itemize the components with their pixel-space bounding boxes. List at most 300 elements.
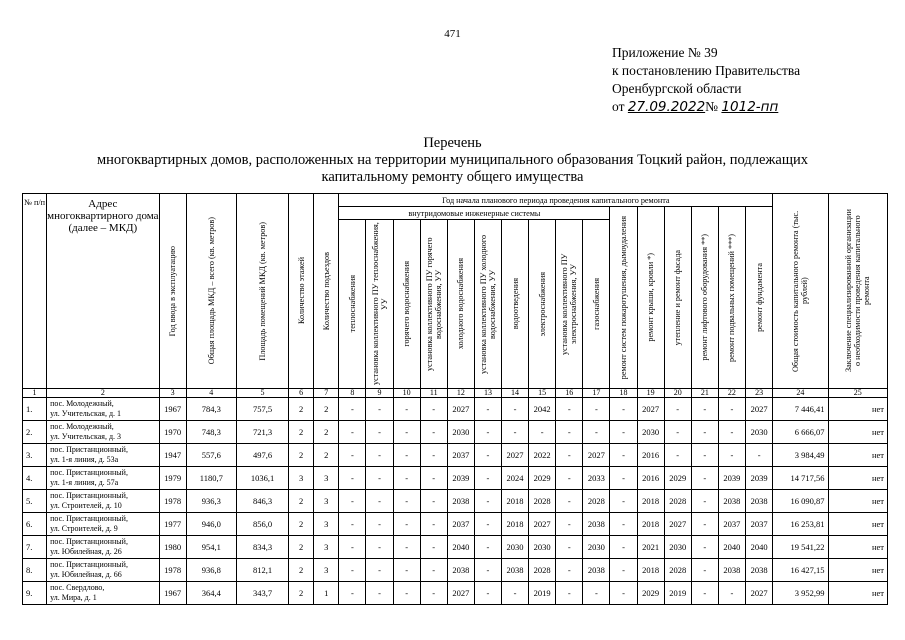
table-cell: -: [691, 582, 718, 605]
table-cell: 2029: [664, 467, 691, 490]
table-cell: 1980: [159, 536, 186, 559]
table-cell: 946,0: [186, 513, 236, 536]
table-row: [23, 490, 888, 513]
column-number: 5: [236, 389, 288, 398]
table-cell: -: [366, 513, 393, 536]
table-cell: 2027: [745, 582, 772, 605]
table-cell: 2: [289, 536, 314, 559]
table-cell: 3 984,49: [773, 444, 828, 467]
table-cell: -: [691, 467, 718, 490]
table-cell: 2028: [529, 559, 556, 582]
table-cell: 1036,1: [236, 467, 288, 490]
address-line-2: ул. Строителей, д. 10: [50, 501, 122, 510]
table-row: [23, 536, 888, 559]
document-title: [0, 135, 905, 186]
address-line-1: пос. Свердлово,: [50, 583, 105, 592]
header-floors: Количество этажей: [289, 194, 314, 389]
table-cell: 2: [289, 490, 314, 513]
column-number: 17: [583, 389, 610, 398]
title-line-3: капитальному ремонту общего имущества: [321, 169, 584, 185]
table-cell: 2038: [745, 490, 772, 513]
header-cost: Общая стоимость капитального ремонта (тыс. рублей): [773, 194, 828, 389]
table-cell: -: [339, 421, 366, 444]
table-cell: -: [502, 582, 529, 605]
table-cell: 2018: [502, 513, 529, 536]
column-number: 22: [718, 389, 745, 398]
table-cell: 2038: [718, 490, 745, 513]
table-cell: -: [610, 467, 637, 490]
row-number: 7.: [23, 536, 47, 559]
table-cell: 2030: [502, 536, 529, 559]
table-cell: 7 446,41: [773, 398, 828, 421]
table-cell: -: [474, 421, 501, 444]
address-line-1: пос. Молодежный,: [50, 422, 114, 431]
table-cell: -: [664, 398, 691, 421]
table-cell: 2027: [529, 513, 556, 536]
table-cell: -: [366, 536, 393, 559]
table-cell: -: [339, 536, 366, 559]
table-cell: -: [502, 421, 529, 444]
table-cell: -: [691, 559, 718, 582]
table-cell: 1947: [159, 444, 186, 467]
table-cell: 364,4: [186, 582, 236, 605]
table-cell: -: [745, 444, 772, 467]
header-premises-area: Площадь помещений МКД (кв. метров): [236, 194, 288, 389]
table-cell: -: [366, 490, 393, 513]
address-line-2: ул. Учительская, д. 3: [50, 432, 122, 441]
header-cold-water: холодного водоснабжения: [447, 220, 474, 389]
table-cell: 3: [314, 490, 339, 513]
address-line-2: ул. 1-я линия, д. 57а: [50, 478, 119, 487]
table-cell: 3 952,99: [773, 582, 828, 605]
table-cell: -: [556, 559, 583, 582]
table-cell: -: [393, 582, 420, 605]
table-cell: 2038: [583, 513, 610, 536]
table-cell: 2038: [718, 559, 745, 582]
table-cell: 2039: [447, 467, 474, 490]
column-number: 24: [773, 389, 828, 398]
table-cell: -: [556, 536, 583, 559]
table-cell: 2037: [745, 513, 772, 536]
table-cell: 936,8: [186, 559, 236, 582]
table-cell: -: [556, 490, 583, 513]
column-number: 11: [420, 389, 447, 398]
column-number: 9: [366, 389, 393, 398]
table-cell: -: [420, 490, 447, 513]
table-cell: 3: [314, 536, 339, 559]
table-cell: 2018: [637, 513, 664, 536]
table-cell: -: [610, 444, 637, 467]
table-cell: -: [556, 421, 583, 444]
column-number: 18: [610, 389, 637, 398]
address-line-2: ул. Юбилейная, д. 66: [50, 570, 122, 579]
table-cell: нет: [828, 536, 887, 559]
table-cell: 2: [289, 421, 314, 444]
table-cell: -: [420, 421, 447, 444]
table-cell: -: [691, 421, 718, 444]
table-row: [23, 582, 888, 605]
table-cell: нет: [828, 582, 887, 605]
table-cell: 2027: [502, 444, 529, 467]
table-cell: 2018: [637, 559, 664, 582]
table-cell: 954,1: [186, 536, 236, 559]
table-cell: -: [339, 444, 366, 467]
table-cell: -: [691, 444, 718, 467]
table-cell: -: [556, 444, 583, 467]
table-cell: 2029: [529, 467, 556, 490]
table-cell: -: [393, 490, 420, 513]
table-cell: 784,3: [186, 398, 236, 421]
table-cell: 2016: [637, 444, 664, 467]
table-cell: нет: [828, 398, 887, 421]
table-cell: -: [474, 490, 501, 513]
table-cell: 2027: [637, 398, 664, 421]
row-address: [47, 559, 159, 582]
header-conclusion: Заключение специализированной организации о необходимости проведения капитального ремонта: [828, 194, 887, 389]
table-cell: -: [339, 398, 366, 421]
address-line-1: пос. Молодежный,: [50, 399, 114, 408]
table-cell: -: [393, 398, 420, 421]
table-row: [23, 444, 888, 467]
address-line-2: ул. Мира, д. 1: [50, 593, 97, 602]
header-sewer: водоотведения: [502, 220, 529, 389]
table-cell: -: [339, 559, 366, 582]
table-cell: 14 717,56: [773, 467, 828, 490]
column-number: 13: [474, 389, 501, 398]
page-number: 471: [444, 28, 461, 40]
address-line-2: ул. Строителей, д. 9: [50, 524, 118, 533]
table-cell: 1978: [159, 490, 186, 513]
table-cell: -: [529, 421, 556, 444]
table-cell: 812,1: [236, 559, 288, 582]
table-cell: -: [664, 421, 691, 444]
table-cell: 834,3: [236, 536, 288, 559]
address-line-1: пос. Пристанционный,: [50, 514, 128, 523]
header-roof: ремонт крыши, кровли *): [637, 207, 664, 389]
header-address: Адрес многоквартирного дома (далее – МКД): [47, 194, 159, 389]
table-cell: 2019: [664, 582, 691, 605]
table-cell: -: [610, 513, 637, 536]
table-cell: -: [420, 398, 447, 421]
table-cell: 2038: [502, 559, 529, 582]
table-cell: 2037: [447, 444, 474, 467]
table-cell: 2027: [664, 513, 691, 536]
table-cell: 2019: [529, 582, 556, 605]
table-cell: -: [366, 421, 393, 444]
table-cell: 2027: [745, 398, 772, 421]
annex-date-value: 27.09.2022: [627, 99, 706, 115]
table-cell: 2: [289, 398, 314, 421]
title-line-2: многоквартирных домов, расположенных на территории муниципального образования Тоцкий район, подлежащих: [96, 152, 809, 168]
row-address: [47, 398, 159, 421]
table-cell: нет: [828, 490, 887, 513]
row-address: [47, 536, 159, 559]
table-cell: 497,6: [236, 444, 288, 467]
table-row: [23, 421, 888, 444]
table-cell: 1180,7: [186, 467, 236, 490]
row-address: [47, 467, 159, 490]
table-cell: 2: [314, 421, 339, 444]
table-cell: 2028: [664, 559, 691, 582]
table-cell: 2038: [447, 490, 474, 513]
address-line-1: пос. Пристанционный,: [50, 468, 128, 477]
table-cell: 2022: [529, 444, 556, 467]
table-cell: -: [366, 582, 393, 605]
column-number: 23: [745, 389, 772, 398]
column-number: 16: [556, 389, 583, 398]
table-cell: -: [664, 444, 691, 467]
annex-date-line: [612, 98, 892, 116]
table-cell: 2027: [447, 582, 474, 605]
table-cell: -: [420, 444, 447, 467]
column-number: 7: [314, 389, 339, 398]
column-number: 4: [186, 389, 236, 398]
header-heat-meter: установка коллективного ПУ теплоснабжения, УУ: [366, 220, 393, 389]
table-cell: нет: [828, 559, 887, 582]
table-cell: -: [339, 513, 366, 536]
table-cell: 2: [289, 513, 314, 536]
table-cell: 3: [314, 513, 339, 536]
table-row: [23, 467, 888, 490]
table-cell: 2027: [583, 444, 610, 467]
table-cell: 2042: [529, 398, 556, 421]
column-number: 14: [502, 389, 529, 398]
table-cell: нет: [828, 467, 887, 490]
annex-number-prefix: №: [705, 99, 722, 114]
table-cell: -: [583, 582, 610, 605]
address-line-1: пос. Пристанционный,: [50, 445, 128, 454]
row-number: 8.: [23, 559, 47, 582]
table-cell: -: [366, 444, 393, 467]
annex-block: [612, 44, 892, 116]
address-line-1: пос. Пристанционный,: [50, 560, 128, 569]
table-cell: -: [610, 536, 637, 559]
table-cell: -: [474, 536, 501, 559]
table-cell: 2028: [664, 490, 691, 513]
table-cell: -: [420, 467, 447, 490]
address-line-2: ул. Юбилейная, д. 26: [50, 547, 122, 556]
table-cell: 2030: [447, 421, 474, 444]
table-cell: 2037: [447, 513, 474, 536]
table-cell: -: [610, 398, 637, 421]
table-cell: -: [420, 559, 447, 582]
table-cell: 6 666,07: [773, 421, 828, 444]
table-cell: -: [610, 490, 637, 513]
header-engineering: внутридомовые инженерные системы: [339, 207, 610, 220]
row-number: 3.: [23, 444, 47, 467]
table-cell: 936,3: [186, 490, 236, 513]
table-cell: -: [393, 559, 420, 582]
table-cell: -: [502, 398, 529, 421]
row-number: 9.: [23, 582, 47, 605]
header-cold-water-meter: установка коллективного ПУ холодного водоснабжения, УУ: [474, 220, 501, 389]
row-address: [47, 582, 159, 605]
column-number: 25: [828, 389, 887, 398]
table-cell: 1977: [159, 513, 186, 536]
table-cell: 2037: [718, 513, 745, 536]
header-plan-period: Год начала планового периода проведения капитального ремонта: [339, 194, 773, 207]
table-cell: 1967: [159, 582, 186, 605]
table-cell: 2021: [637, 536, 664, 559]
table-cell: 1979: [159, 467, 186, 490]
column-number: 19: [637, 389, 664, 398]
table-cell: 2030: [583, 536, 610, 559]
column-number: 10: [393, 389, 420, 398]
table-cell: -: [474, 559, 501, 582]
row-address: [47, 421, 159, 444]
table-cell: 16 427,15: [773, 559, 828, 582]
annex-line-3: Оренбургской области: [612, 81, 742, 96]
table-cell: 2040: [718, 536, 745, 559]
table-cell: -: [610, 582, 637, 605]
table-cell: -: [339, 467, 366, 490]
table-cell: -: [556, 582, 583, 605]
table-cell: -: [474, 582, 501, 605]
table-cell: -: [366, 398, 393, 421]
column-number: 20: [664, 389, 691, 398]
header-hot-water: горячего водоснабжения: [393, 220, 420, 389]
table-cell: 3: [289, 467, 314, 490]
table-cell: 16 253,81: [773, 513, 828, 536]
table-cell: 16 090,87: [773, 490, 828, 513]
column-number: 2: [47, 389, 159, 398]
table-cell: 2030: [637, 421, 664, 444]
table-cell: -: [366, 467, 393, 490]
column-number: 6: [289, 389, 314, 398]
table-cell: 2: [289, 582, 314, 605]
address-line-2: ул. Учительская, д. 1: [50, 409, 122, 418]
table-cell: 1970: [159, 421, 186, 444]
table-cell: нет: [828, 421, 887, 444]
table-cell: -: [393, 421, 420, 444]
column-number: 8: [339, 389, 366, 398]
column-number: 3: [159, 389, 186, 398]
table-cell: -: [339, 582, 366, 605]
table-cell: 3: [314, 467, 339, 490]
table-cell: 557,6: [186, 444, 236, 467]
header-basement: ремонт подвальных помещений ***): [718, 207, 745, 389]
table-body: [23, 389, 888, 605]
table-cell: 856,0: [236, 513, 288, 536]
table-cell: -: [420, 513, 447, 536]
table-cell: 1: [314, 582, 339, 605]
table-cell: 343,7: [236, 582, 288, 605]
header-hot-water-meter: установка коллективного ПУ горячего водоснабжения, УУ: [420, 220, 447, 389]
header-electric-meter: установка коллективного ПУ электроснабжения, УУ: [556, 220, 583, 389]
annex-number-value: 1012-пп: [721, 99, 779, 115]
row-address: [47, 490, 159, 513]
address-line-1: пос. Пристанционный,: [50, 491, 128, 500]
table-cell: 2: [289, 559, 314, 582]
header-entrances: Количество подъездов: [314, 194, 339, 389]
table-cell: 721,3: [236, 421, 288, 444]
table-cell: -: [556, 467, 583, 490]
column-number: 12: [447, 389, 474, 398]
table-cell: -: [583, 421, 610, 444]
table-cell: 2033: [583, 467, 610, 490]
header-num: № п/п: [23, 194, 47, 389]
table-cell: 2018: [637, 490, 664, 513]
title-line-1: Перечень: [423, 135, 482, 151]
row-address: [47, 444, 159, 467]
table-cell: -: [718, 421, 745, 444]
table-cell: 2028: [583, 490, 610, 513]
table-cell: 2027: [447, 398, 474, 421]
table-cell: 2030: [745, 421, 772, 444]
table-row: [23, 513, 888, 536]
table-cell: -: [718, 582, 745, 605]
table-cell: -: [366, 559, 393, 582]
table-cell: -: [393, 513, 420, 536]
table-cell: 2028: [529, 490, 556, 513]
header-total-area: Общая площадь МКД – всего (кв. метров): [186, 194, 236, 389]
row-number: 2.: [23, 421, 47, 444]
row-number: 6.: [23, 513, 47, 536]
header-facade: утепление и ремонт фасада: [664, 207, 691, 389]
annex-line-1: Приложение № 39: [612, 45, 718, 60]
table-cell: 2: [314, 444, 339, 467]
table-cell: 2030: [529, 536, 556, 559]
table-cell: 3: [314, 559, 339, 582]
table-cell: -: [610, 421, 637, 444]
table-cell: -: [718, 444, 745, 467]
table-cell: -: [420, 536, 447, 559]
table-cell: 846,3: [236, 490, 288, 513]
row-number: 4.: [23, 467, 47, 490]
table-cell: -: [339, 490, 366, 513]
table-cell: 2038: [583, 559, 610, 582]
table-cell: 19 541,22: [773, 536, 828, 559]
address-line-1: пос. Пристанционный,: [50, 537, 128, 546]
table-cell: -: [474, 398, 501, 421]
table-cell: 757,5: [236, 398, 288, 421]
table-cell: 2040: [745, 536, 772, 559]
table-cell: 2018: [502, 490, 529, 513]
table-cell: -: [718, 398, 745, 421]
table-cell: 2038: [447, 559, 474, 582]
table-cell: 2039: [718, 467, 745, 490]
table-cell: 1967: [159, 398, 186, 421]
table-cell: -: [474, 444, 501, 467]
column-number: 21: [691, 389, 718, 398]
column-number: 15: [529, 389, 556, 398]
table-row: [23, 398, 888, 421]
annex-date-prefix: от: [612, 99, 628, 114]
table-cell: -: [393, 536, 420, 559]
table-cell: 2024: [502, 467, 529, 490]
row-number: 5.: [23, 490, 47, 513]
header-elevator: ремонт лифтового оборудования **): [691, 207, 718, 389]
address-line-2: ул. 1-я линия, д. 53а: [50, 455, 119, 464]
table-cell: 2030: [664, 536, 691, 559]
table-cell: -: [420, 582, 447, 605]
table-cell: 2016: [637, 467, 664, 490]
header-foundation: ремонт фундамента: [745, 207, 772, 389]
annex-line-2: к постановлению Правительства: [612, 63, 801, 78]
table-cell: нет: [828, 513, 887, 536]
table-cell: -: [474, 513, 501, 536]
table-cell: -: [556, 398, 583, 421]
table-cell: 2: [314, 398, 339, 421]
table-cell: -: [610, 559, 637, 582]
header-gas: газоснабжения: [583, 220, 610, 389]
header-electric: электроснабжения: [529, 220, 556, 389]
repair-table: [22, 193, 888, 605]
header-year-built: Год ввода в эксплуатацию: [159, 194, 186, 389]
table-cell: -: [691, 490, 718, 513]
table-cell: -: [691, 513, 718, 536]
table-cell: -: [474, 467, 501, 490]
